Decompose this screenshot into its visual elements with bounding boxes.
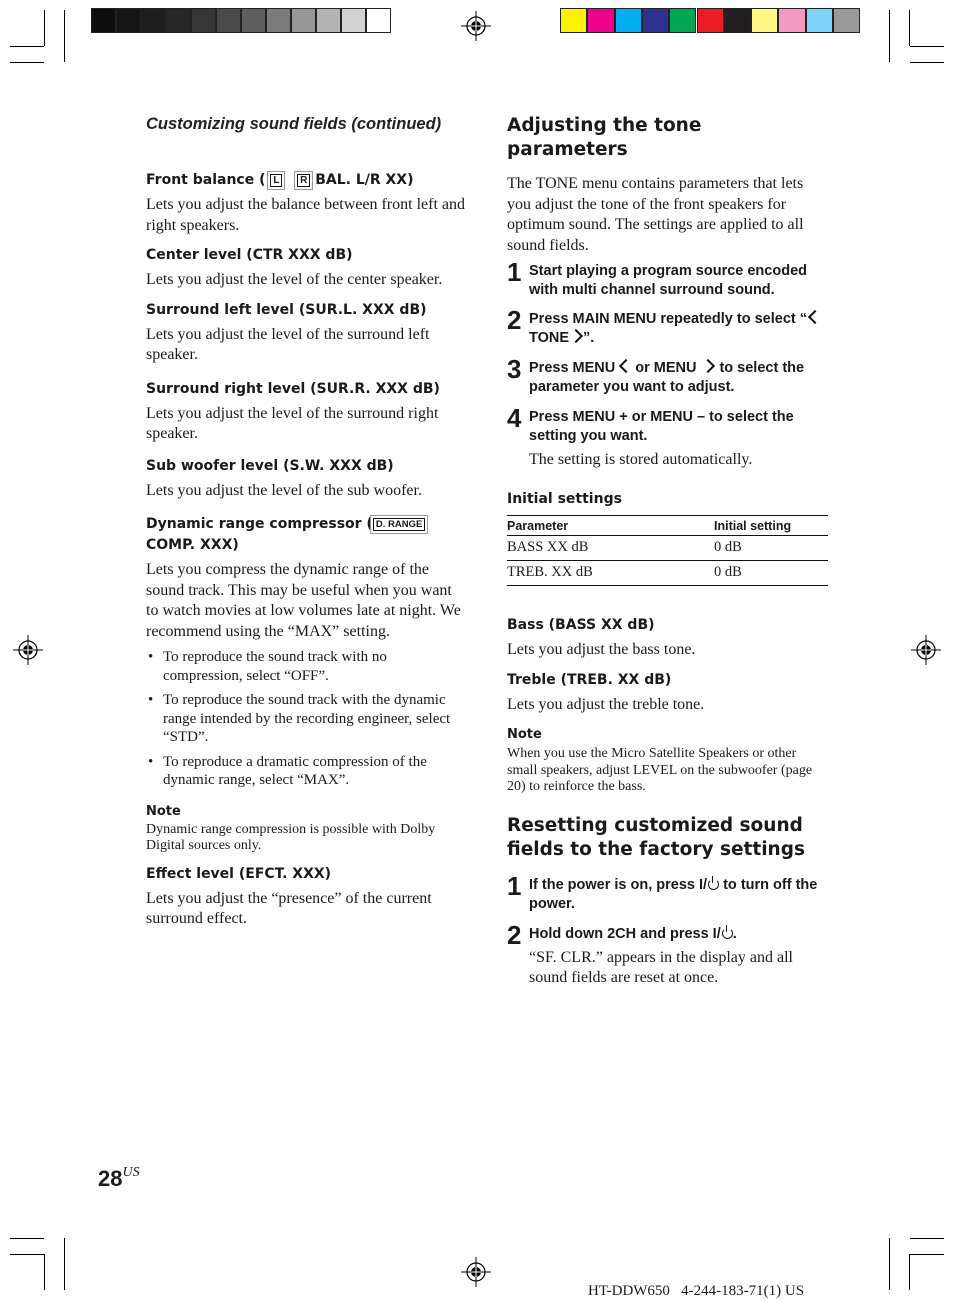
step-number: 1: [507, 257, 522, 287]
effect-level-heading: Effect level (EFCT. XXX): [146, 865, 332, 882]
chevron-left-icon: [619, 359, 633, 373]
gray-swatch: [116, 8, 141, 33]
step-number: 2: [507, 919, 522, 950]
gray-swatch: [316, 8, 341, 33]
step-subtext: The setting is stored automatically.: [529, 451, 753, 468]
chevron-right-icon: [569, 329, 583, 343]
table-header-row: [507, 516, 828, 536]
running-head: Customizing sound fields (continued): [146, 115, 442, 133]
chevron-right-icon: [701, 359, 715, 373]
power-icon: [708, 879, 719, 890]
color-swatch: [560, 8, 587, 33]
registration-target-icon: [911, 635, 941, 665]
step-text: Start playing a program source encoded with multi channel surround sound.: [529, 263, 807, 298]
surround-right-heading: Surround right level (SUR.R. XXX dB): [146, 380, 440, 397]
tone-step-3: [507, 354, 829, 397]
speaker-r-icon: R: [297, 174, 310, 187]
page-number: 28US: [98, 1165, 140, 1191]
gray-swatch: [141, 8, 166, 33]
list-item: • To reproduce the sound track with no compression, select “OFF”.: [148, 649, 387, 684]
table-cell: TREB. XX dB: [507, 561, 714, 586]
bass-heading: Bass (BASS XX dB): [507, 617, 655, 633]
right-note-text: When you use the Micro Satellite Speakers or other small speakers, adjust LEVEL on the subwoofer (page 20) to reinforce the bass.: [507, 746, 813, 794]
center-level-text: Lets you adjust the level of the center speaker.: [146, 271, 443, 288]
surround-left-text: Lets you adjust the level of the surround left speaker.: [146, 325, 430, 363]
page-suffix: US: [122, 1165, 140, 1180]
effect-level-text: Lets you adjust the “presence” of the current surround effect.: [146, 889, 432, 927]
step-number: 1: [507, 870, 522, 901]
table-cell: 0 dB: [714, 561, 828, 586]
step-number: 3: [507, 354, 522, 384]
gray-swatch: [266, 8, 291, 33]
initial-settings-table: [507, 515, 828, 586]
table-cell: 0 dB: [714, 536, 828, 561]
treble-text: Lets you adjust the treble tone.: [507, 695, 705, 713]
tone-step-4: [507, 403, 829, 470]
sub-woofer-text: Lets you adjust the level of the sub woofer.: [146, 481, 422, 499]
treble-heading: Treble (TREB. XX dB): [507, 671, 672, 688]
step-text: Press MENU or MENU to select the parameter you want to adjust.: [529, 360, 805, 395]
table-row: [507, 536, 828, 561]
reset-step-2: [507, 919, 829, 988]
list-item: • To reproduce a dramatic compression of the dynamic range, select “MAX”.: [148, 753, 427, 788]
surround-left-heading: Surround left level (SUR.L. XXX dB): [146, 301, 427, 318]
gray-swatch: [91, 8, 116, 33]
color-swatch: [587, 8, 614, 33]
footer-code: HT-DDW650 4-244-183-71(1) US: [588, 1283, 805, 1299]
gray-swatch: [166, 8, 191, 33]
reset-step-1: [507, 870, 829, 914]
color-swatch: [806, 8, 833, 33]
step-text: Press MAIN MENU repeatedly to select “TONE ”.: [529, 310, 829, 348]
d-range-icon: D. RANGE: [373, 518, 425, 531]
color-swatch: [615, 8, 642, 33]
color-swatch: [724, 8, 751, 33]
table-cell: BASS XX dB: [507, 536, 714, 561]
tone-step-2: [507, 305, 829, 348]
color-swatch: [669, 8, 696, 33]
gray-swatch: [291, 8, 316, 33]
column-header: Initial setting: [714, 516, 828, 536]
step-text: Press MENU + or MENU – to select the setting you want.: [529, 409, 794, 444]
reset-section-heading: Resetting customized sound fields to the factory settings: [507, 814, 805, 860]
tone-section-heading: Adjusting the tone parameters: [507, 115, 702, 160]
front-balance-heading: Front balance ( L R BAL. L/R XX): [146, 172, 414, 188]
drc-heading: Dynamic range compressor ( D. RANGE COMP. XXX): [146, 514, 468, 556]
registration-target-icon: [13, 635, 43, 665]
table-row: [507, 561, 828, 586]
initial-settings-heading: Initial settings: [507, 491, 622, 507]
bass-text: Lets you adjust the bass tone.: [507, 641, 696, 658]
gray-swatch: [191, 8, 216, 33]
step-subtext: “SF. CLR.” appears in the display and all sound fields are reset at once.: [529, 948, 793, 986]
step-number: 4: [507, 403, 522, 433]
right-note-heading: Note: [507, 727, 542, 742]
gray-swatch: [216, 8, 241, 33]
left-column: [146, 171, 468, 930]
power-icon: [722, 928, 733, 939]
step-text: Hold down 2CH and press I/ .: [529, 925, 737, 942]
drc-text: Lets you compress the dynamic range of the sound track. This may be useful when you want to watch movies at low volumes late at night. We recommend using the “MAX” setting.: [146, 561, 461, 640]
tone-intro: The TONE menu contains parameters that lets you adjust the tone of the front speakers for optimum sound. The settings are applied to all sound fields.: [507, 175, 804, 254]
color-swatch: [642, 8, 669, 33]
tone-step-1: [507, 257, 829, 300]
registration-target-icon: [461, 11, 491, 41]
gray-swatch: [241, 8, 266, 33]
gray-swatch: [341, 8, 366, 33]
sub-woofer-heading: Sub woofer level (S.W. XXX dB): [146, 457, 394, 474]
color-swatch: [778, 8, 805, 33]
speaker-l-icon: L: [270, 174, 282, 187]
gray-swatch: [366, 8, 391, 33]
list-item: • To reproduce the sound track with the dynamic range intended by the recording engineer, select “STD”.: [148, 692, 451, 745]
registration-target-icon: [461, 1257, 491, 1287]
left-note-text: Dynamic range compression is possible with Dolby Digital sources only.: [146, 821, 436, 853]
chevron-left-icon: [808, 310, 822, 324]
right-column: [507, 114, 829, 988]
left-note-heading: Note: [146, 803, 181, 819]
front-balance-text: Lets you adjust the balance between front left and right speakers.: [146, 196, 465, 234]
step-text: If the power is on, press I/ to turn off the power.: [529, 876, 818, 912]
column-header: Parameter: [507, 516, 714, 536]
step-number: 2: [507, 305, 522, 335]
center-level-heading: Center level (CTR XXX dB): [146, 247, 353, 263]
color-swatch: [751, 8, 778, 33]
color-swatch: [833, 8, 860, 33]
color-swatch: [697, 8, 724, 33]
drc-bullet-list: [146, 648, 468, 790]
surround-right-text: Lets you adjust the level of the surround right speaker.: [146, 404, 439, 442]
